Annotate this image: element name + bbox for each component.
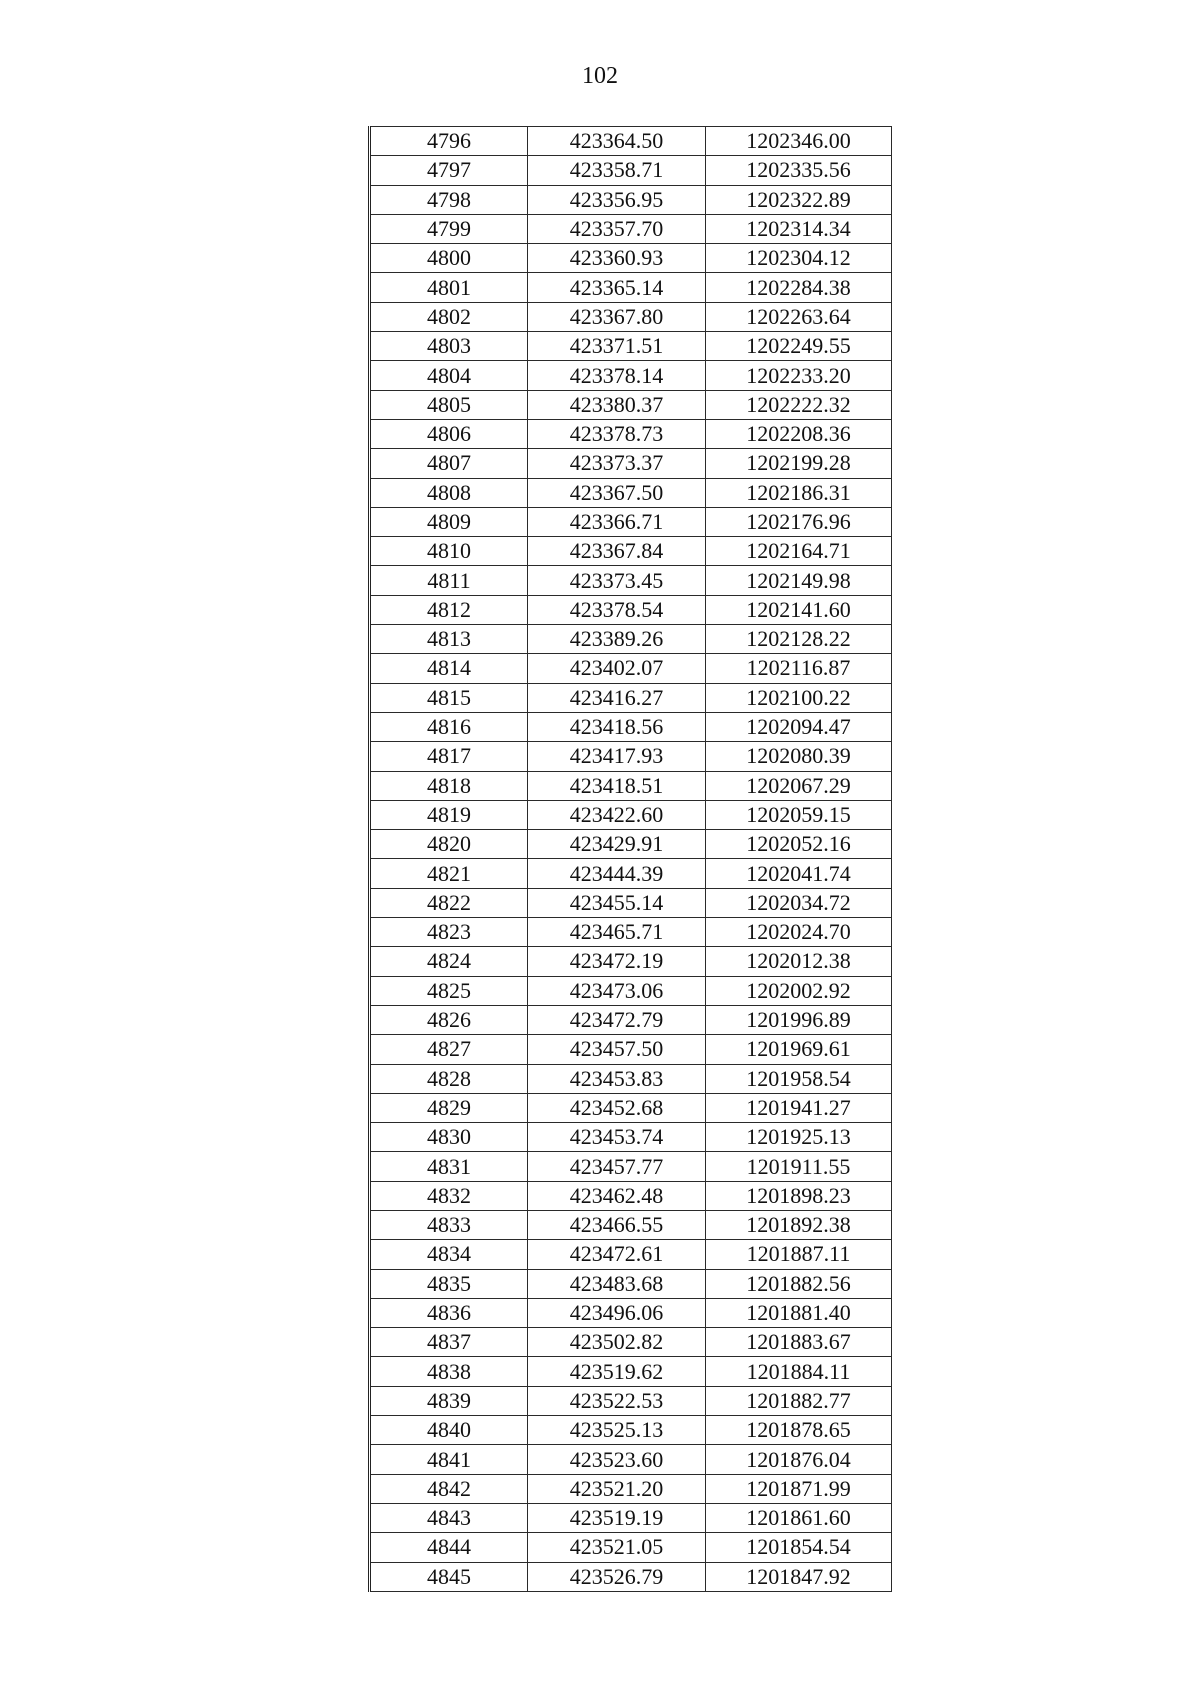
x-coordinate-cell: 423373.45 (528, 566, 706, 595)
table-row (370, 1240, 892, 1269)
table-row (370, 127, 892, 156)
table-row (370, 1474, 892, 1503)
x-coordinate-cell: 423526.79 (528, 1562, 706, 1591)
y-coordinate-cell: 1202176.96 (706, 507, 892, 536)
x-coordinate-cell: 423472.79 (528, 1005, 706, 1034)
x-coordinate-cell: 423522.53 (528, 1386, 706, 1415)
table-row (370, 449, 892, 478)
point-number-cell: 4821 (370, 859, 528, 888)
table-row (370, 332, 892, 361)
y-coordinate-cell: 1202024.70 (706, 918, 892, 947)
x-coordinate-cell: 423378.14 (528, 361, 706, 390)
y-coordinate-cell: 1202335.56 (706, 156, 892, 185)
table-row (370, 185, 892, 214)
y-coordinate-cell: 1202284.38 (706, 273, 892, 302)
x-coordinate-cell: 423365.14 (528, 273, 706, 302)
point-number-cell: 4823 (370, 918, 528, 947)
point-number-cell: 4818 (370, 771, 528, 800)
y-coordinate-cell: 1202052.16 (706, 830, 892, 859)
point-number-cell: 4819 (370, 800, 528, 829)
x-coordinate-cell: 423418.56 (528, 712, 706, 741)
point-number-cell: 4834 (370, 1240, 528, 1269)
point-number-cell: 4836 (370, 1298, 528, 1327)
table-row (370, 888, 892, 917)
y-coordinate-cell: 1201847.92 (706, 1562, 892, 1591)
table-row (370, 273, 892, 302)
point-number-cell: 4837 (370, 1328, 528, 1357)
x-coordinate-cell: 423356.95 (528, 185, 706, 214)
point-number-cell: 4828 (370, 1064, 528, 1093)
y-coordinate-cell: 1202314.34 (706, 214, 892, 243)
x-coordinate-cell: 423452.68 (528, 1093, 706, 1122)
y-coordinate-cell: 1202080.39 (706, 742, 892, 771)
x-coordinate-cell: 423462.48 (528, 1181, 706, 1210)
x-coordinate-cell: 423371.51 (528, 332, 706, 361)
point-number-cell: 4808 (370, 478, 528, 507)
y-coordinate-cell: 1202322.89 (706, 185, 892, 214)
y-coordinate-cell: 1202208.36 (706, 419, 892, 448)
x-coordinate-cell: 423366.71 (528, 507, 706, 536)
table-row (370, 742, 892, 771)
y-coordinate-cell: 1202034.72 (706, 888, 892, 917)
point-number-cell: 4827 (370, 1035, 528, 1064)
point-number-cell: 4832 (370, 1181, 528, 1210)
table-row (370, 947, 892, 976)
x-coordinate-cell: 423364.50 (528, 127, 706, 156)
coordinates-table-body (370, 127, 892, 1592)
x-coordinate-cell: 423418.51 (528, 771, 706, 800)
x-coordinate-cell: 423444.39 (528, 859, 706, 888)
x-coordinate-cell: 423457.77 (528, 1152, 706, 1181)
y-coordinate-cell: 1202186.31 (706, 478, 892, 507)
table-row (370, 683, 892, 712)
point-number-cell: 4844 (370, 1533, 528, 1562)
x-coordinate-cell: 423521.20 (528, 1474, 706, 1503)
x-coordinate-cell: 423378.73 (528, 419, 706, 448)
table-row (370, 1210, 892, 1239)
point-number-cell: 4811 (370, 566, 528, 595)
x-coordinate-cell: 423472.19 (528, 947, 706, 976)
point-number-cell: 4809 (370, 507, 528, 536)
point-number-cell: 4845 (370, 1562, 528, 1591)
x-coordinate-cell: 423483.68 (528, 1269, 706, 1298)
x-coordinate-cell: 423358.71 (528, 156, 706, 185)
x-coordinate-cell: 423416.27 (528, 683, 706, 712)
table-row (370, 507, 892, 536)
x-coordinate-cell: 423519.62 (528, 1357, 706, 1386)
table-row (370, 361, 892, 390)
table-row (370, 478, 892, 507)
point-number-cell: 4840 (370, 1416, 528, 1445)
table-row (370, 1093, 892, 1122)
y-coordinate-cell: 1202128.22 (706, 625, 892, 654)
x-coordinate-cell: 423521.05 (528, 1533, 706, 1562)
point-number-cell: 4798 (370, 185, 528, 214)
table-row (370, 244, 892, 273)
y-coordinate-cell: 1201861.60 (706, 1503, 892, 1532)
point-number-cell: 4810 (370, 537, 528, 566)
table-row (370, 1328, 892, 1357)
x-coordinate-cell: 423453.83 (528, 1064, 706, 1093)
y-coordinate-cell: 1202263.64 (706, 302, 892, 331)
point-number-cell: 4812 (370, 595, 528, 624)
x-coordinate-cell: 423380.37 (528, 390, 706, 419)
y-coordinate-cell: 1201969.61 (706, 1035, 892, 1064)
x-coordinate-cell: 423367.50 (528, 478, 706, 507)
point-number-cell: 4803 (370, 332, 528, 361)
x-coordinate-cell: 423367.84 (528, 537, 706, 566)
y-coordinate-cell: 1201941.27 (706, 1093, 892, 1122)
x-coordinate-cell: 423367.80 (528, 302, 706, 331)
point-number-cell: 4797 (370, 156, 528, 185)
y-coordinate-cell: 1202059.15 (706, 800, 892, 829)
y-coordinate-cell: 1201898.23 (706, 1181, 892, 1210)
x-coordinate-cell: 423417.93 (528, 742, 706, 771)
point-number-cell: 4841 (370, 1445, 528, 1474)
table-row (370, 1416, 892, 1445)
point-number-cell: 4816 (370, 712, 528, 741)
y-coordinate-cell: 1202222.32 (706, 390, 892, 419)
point-number-cell: 4830 (370, 1123, 528, 1152)
point-number-cell: 4825 (370, 976, 528, 1005)
table-row (370, 302, 892, 331)
x-coordinate-cell: 423455.14 (528, 888, 706, 917)
point-number-cell: 4833 (370, 1210, 528, 1239)
table-row (370, 1181, 892, 1210)
y-coordinate-cell: 1201883.67 (706, 1328, 892, 1357)
y-coordinate-cell: 1201892.38 (706, 1210, 892, 1239)
y-coordinate-cell: 1201854.54 (706, 1533, 892, 1562)
table-row (370, 1064, 892, 1093)
y-coordinate-cell: 1201882.56 (706, 1269, 892, 1298)
x-coordinate-cell: 423473.06 (528, 976, 706, 1005)
y-coordinate-cell: 1201871.99 (706, 1474, 892, 1503)
y-coordinate-cell: 1201878.65 (706, 1416, 892, 1445)
table-row (370, 537, 892, 566)
point-number-cell: 4822 (370, 888, 528, 917)
x-coordinate-cell: 423523.60 (528, 1445, 706, 1474)
point-number-cell: 4814 (370, 654, 528, 683)
point-number-cell: 4807 (370, 449, 528, 478)
x-coordinate-cell: 423457.50 (528, 1035, 706, 1064)
y-coordinate-cell: 1202041.74 (706, 859, 892, 888)
x-coordinate-cell: 423360.93 (528, 244, 706, 273)
point-number-cell: 4813 (370, 625, 528, 654)
y-coordinate-cell: 1202199.28 (706, 449, 892, 478)
y-coordinate-cell: 1202249.55 (706, 332, 892, 361)
x-coordinate-cell: 423496.06 (528, 1298, 706, 1327)
table-row (370, 859, 892, 888)
coordinates-table (368, 126, 892, 1592)
y-coordinate-cell: 1201925.13 (706, 1123, 892, 1152)
table-row (370, 566, 892, 595)
x-coordinate-cell: 423453.74 (528, 1123, 706, 1152)
table-row (370, 1503, 892, 1532)
x-coordinate-cell: 423525.13 (528, 1416, 706, 1445)
point-number-cell: 4842 (370, 1474, 528, 1503)
point-number-cell: 4843 (370, 1503, 528, 1532)
table-row (370, 1357, 892, 1386)
point-number-cell: 4799 (370, 214, 528, 243)
x-coordinate-cell: 423422.60 (528, 800, 706, 829)
table-row (370, 625, 892, 654)
x-coordinate-cell: 423373.37 (528, 449, 706, 478)
point-number-cell: 4796 (370, 127, 528, 156)
y-coordinate-cell: 1201958.54 (706, 1064, 892, 1093)
point-number-cell: 4824 (370, 947, 528, 976)
y-coordinate-cell: 1202094.47 (706, 712, 892, 741)
point-number-cell: 4804 (370, 361, 528, 390)
y-coordinate-cell: 1201887.11 (706, 1240, 892, 1269)
page-number: 102 (582, 63, 618, 89)
x-coordinate-cell: 423402.07 (528, 654, 706, 683)
table-row (370, 800, 892, 829)
point-number-cell: 4805 (370, 390, 528, 419)
table-row (370, 1005, 892, 1034)
table-row (370, 595, 892, 624)
table-row (370, 1562, 892, 1591)
point-number-cell: 4831 (370, 1152, 528, 1181)
table-row (370, 654, 892, 683)
table-row (370, 214, 892, 243)
table-row (370, 830, 892, 859)
y-coordinate-cell: 1202304.12 (706, 244, 892, 273)
point-number-cell: 4801 (370, 273, 528, 302)
y-coordinate-cell: 1202164.71 (706, 537, 892, 566)
table-row (370, 156, 892, 185)
y-coordinate-cell: 1201882.77 (706, 1386, 892, 1415)
point-number-cell: 4826 (370, 1005, 528, 1034)
point-number-cell: 4835 (370, 1269, 528, 1298)
point-number-cell: 4806 (370, 419, 528, 448)
table-row (370, 1269, 892, 1298)
point-number-cell: 4838 (370, 1357, 528, 1386)
point-number-cell: 4802 (370, 302, 528, 331)
table-row (370, 1445, 892, 1474)
point-number-cell: 4829 (370, 1093, 528, 1122)
x-coordinate-cell: 423519.19 (528, 1503, 706, 1532)
x-coordinate-cell: 423378.54 (528, 595, 706, 624)
point-number-cell: 4800 (370, 244, 528, 273)
y-coordinate-cell: 1201881.40 (706, 1298, 892, 1327)
table-row (370, 419, 892, 448)
table-row (370, 1152, 892, 1181)
y-coordinate-cell: 1202002.92 (706, 976, 892, 1005)
x-coordinate-cell: 423472.61 (528, 1240, 706, 1269)
x-coordinate-cell: 423466.55 (528, 1210, 706, 1239)
x-coordinate-cell: 423429.91 (528, 830, 706, 859)
table-row (370, 1533, 892, 1562)
y-coordinate-cell: 1202346.00 (706, 127, 892, 156)
y-coordinate-cell: 1202116.87 (706, 654, 892, 683)
y-coordinate-cell: 1201884.11 (706, 1357, 892, 1386)
table-row (370, 1035, 892, 1064)
y-coordinate-cell: 1202067.29 (706, 771, 892, 800)
y-coordinate-cell: 1202233.20 (706, 361, 892, 390)
y-coordinate-cell: 1201876.04 (706, 1445, 892, 1474)
y-coordinate-cell: 1201996.89 (706, 1005, 892, 1034)
y-coordinate-cell: 1202100.22 (706, 683, 892, 712)
x-coordinate-cell: 423357.70 (528, 214, 706, 243)
table-row (370, 771, 892, 800)
y-coordinate-cell: 1202012.38 (706, 947, 892, 976)
y-coordinate-cell: 1201911.55 (706, 1152, 892, 1181)
table-row (370, 1386, 892, 1415)
point-number-cell: 4815 (370, 683, 528, 712)
table-row (370, 712, 892, 741)
y-coordinate-cell: 1202141.60 (706, 595, 892, 624)
x-coordinate-cell: 423465.71 (528, 918, 706, 947)
point-number-cell: 4820 (370, 830, 528, 859)
point-number-cell: 4817 (370, 742, 528, 771)
y-coordinate-cell: 1202149.98 (706, 566, 892, 595)
table-row (370, 390, 892, 419)
table-row (370, 976, 892, 1005)
x-coordinate-cell: 423502.82 (528, 1328, 706, 1357)
table-row (370, 1123, 892, 1152)
table-row (370, 1298, 892, 1327)
table-row (370, 918, 892, 947)
x-coordinate-cell: 423389.26 (528, 625, 706, 654)
point-number-cell: 4839 (370, 1386, 528, 1415)
